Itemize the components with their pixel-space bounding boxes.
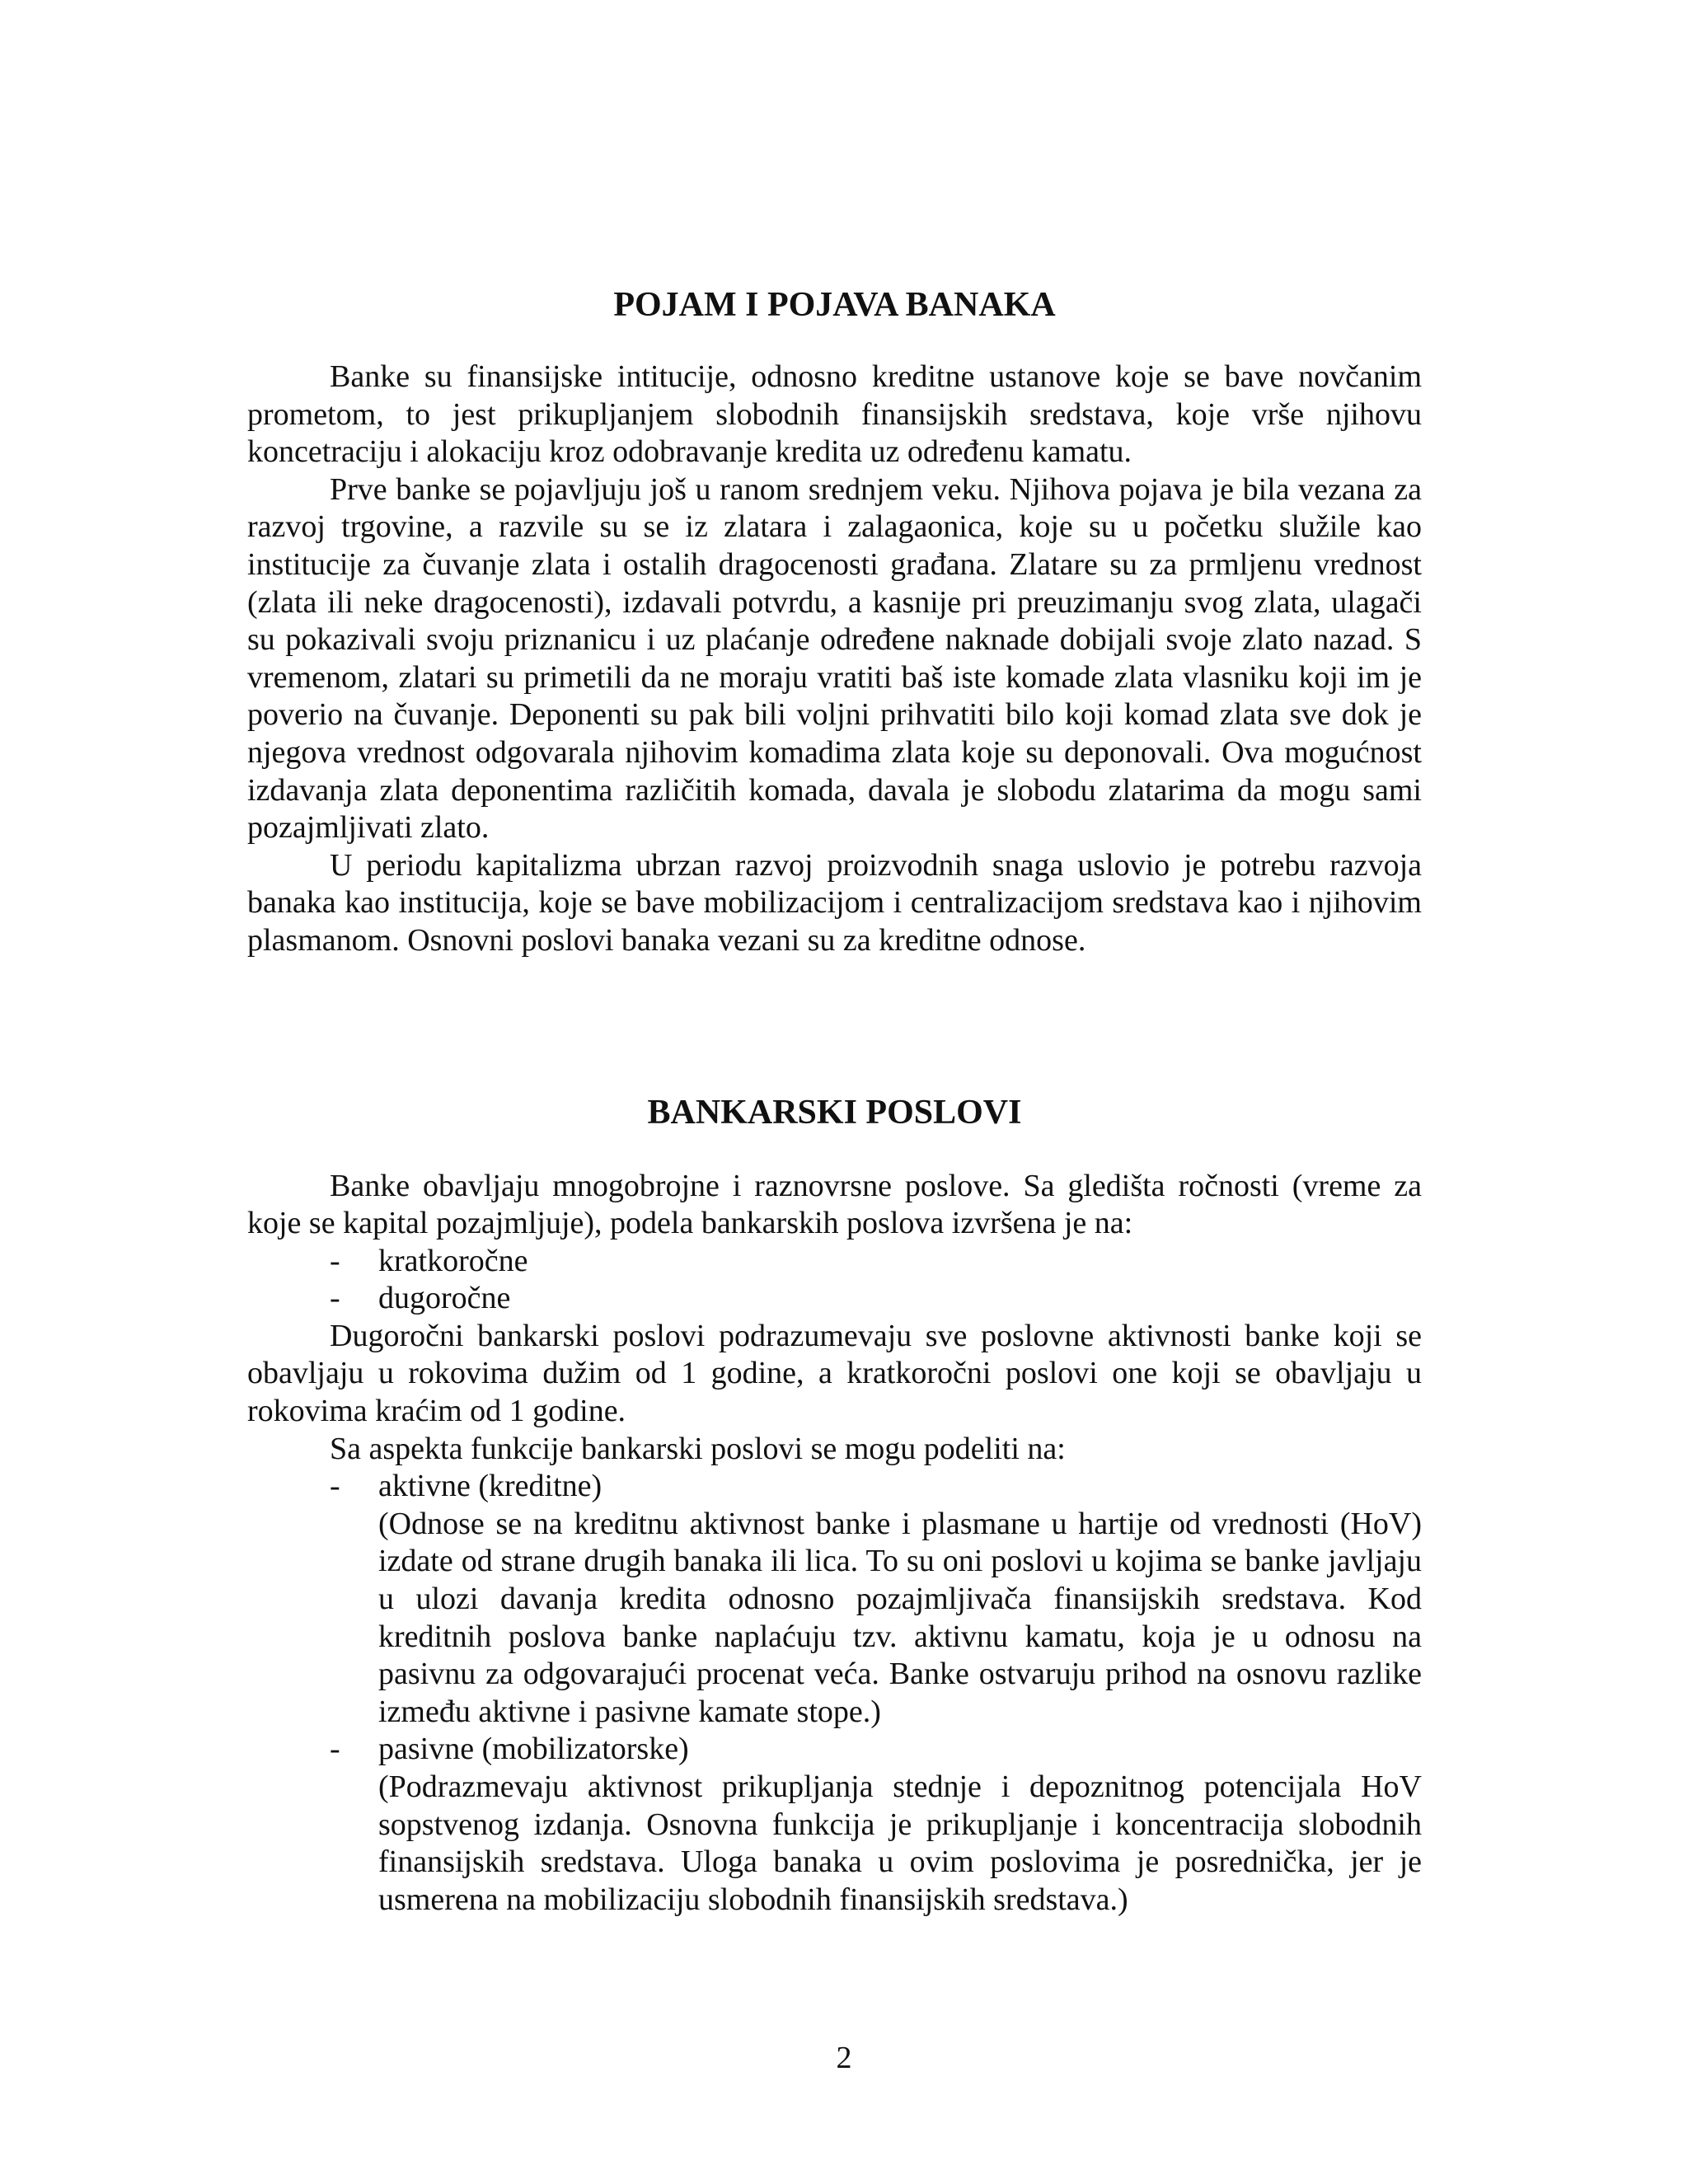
dash-bullet: -: [330, 1469, 340, 1504]
page-content: [247, 284, 1422, 1919]
list-item-label: dugoročne: [378, 1281, 511, 1316]
paragraph-rocnost: Dugoročni bankarski poslovi podrazumevaju sve poslovne aktivnosti banke koji se obavljaju u rokovima dužim od 1 godine, a kratkoročni poslovi one koji se obavljaju u rokovima kraćim od 1 godine.: [247, 1318, 1422, 1429]
page-number: 2: [836, 2041, 852, 2075]
list-item: [247, 1468, 1422, 1506]
paragraph-definicija: Banke su finansijske intitucije, odnosno kreditne ustanove koje se bave novčanim prometom, to jest prikupljanjem slobodnih finansijskih sredstava, koje vrše njihovu koncetraciju i alokaciju kroz odobravanje kredita uz određenu kamatu.: [247, 359, 1422, 470]
paragraph-istorija: Prve banke se pojavljuju još u ranom srednjem veku. Njihova pojava je bila vezana za razvoj trgovine, a razvile su se iz zlatara i zalagaonica, koje su u početku služile kao institucije za čuvanje zlata i ostalih dragocenosti građana. Zlatare su za prmljenu vrednost (zlata ili neke dragocenosti), izdavali potvrdu, a kasnije pri preuzimanju svog zlata, ulagači su pokazivali svoju priznanicu i uz plaćanje određene naknade dobijali svoje zlato nazad. S vremenom, zlatari su primetili da ne moraju vratiti baš iste komade zlata vlasniku koji im je poverio na čuvanje. Deponenti su pak bili voljni prihvatiti bilo koji komad zlata sve dok je njegova vrednost odgovarala njihovim komadima zlata koje su deponovali. Ova mogućnost izdavanja zlata deponentima različitih komada, davala je slobodu zlatarima da mogu sami pozajmljivati zlato.: [247, 471, 1422, 846]
list-item: [247, 1280, 1422, 1318]
paragraph-funkcija: Sa aspekta funkcije bankarski poslovi se mogu podeliti na:: [330, 1431, 1066, 1466]
paragraph-kapitalizam: U periodu kapitalizma ubrzan razvoj proizvodnih snaga uslovio je potrebu razvoja banaka kao institucija, koje se bave mobilizacijom i centralizacijom sredstava kao i njihovim plasmanom. Osnovni poslovi banaka vezani su za kreditne odnose.: [247, 847, 1422, 958]
section-title-poslovi: BANKARSKI POSLOVI: [647, 1093, 1022, 1132]
list-item: [247, 1731, 1422, 1769]
dash-bullet: -: [330, 1243, 340, 1278]
dash-bullet: -: [330, 1281, 340, 1316]
list-item-label: kratkoročne: [378, 1243, 528, 1278]
list-item-description: (Odnose se na kreditnu aktivnost banke i plasmane u hartije od vrednosti (HoV) izdate od strane drugih banaka ili lica. To su oni poslovi u kojima se banke javljaju u ulozi davanja kredita odnosno pozajmljivača finansijskih sredstava. Kod kreditnih poslova banke naplaćuju tzv. aktivnu kamatu, koja je u odnosu na pasivnu za odgovarajući procenat veća. Banke ostvaruju prihod na osnovu razlike između aktivne i pasivne kamate stope.): [378, 1506, 1422, 1729]
list-item-description: (Podrazmevaju aktivnost prikupljanja stednje i depoznitnog potencijala HoV sopstvenog izdanja. Osnovna funkcija je prikupljanje i koncentracija slobodnih finansijskih sredstava. Uloga banaka u ovim poslovima je posrednička, jer je usmerena na mobilizaciju slobodnih finansijskih sredstava.): [378, 1769, 1422, 1917]
list-item: [247, 1243, 1422, 1281]
section-title-pojam: POJAM I POJAVA BANAKA: [613, 286, 1056, 324]
dash-bullet: -: [330, 1732, 340, 1767]
list-rocnost: [247, 1243, 1422, 1318]
paragraph-intro-poslovi: Banke obavljaju mnogobrojne i raznovrsne poslove. Sa gledišta ročnosti (vreme za koje se kapital pozajmljuje), podela bankarskih poslova izvršena je na:: [247, 1168, 1422, 1241]
list-funkcija-cont: [247, 1731, 1422, 1769]
list-item-label: pasivne (mobilizatorske): [378, 1732, 689, 1767]
list-item-label: aktivne (kreditne): [378, 1469, 603, 1504]
list-funkcija: [247, 1468, 1422, 1506]
